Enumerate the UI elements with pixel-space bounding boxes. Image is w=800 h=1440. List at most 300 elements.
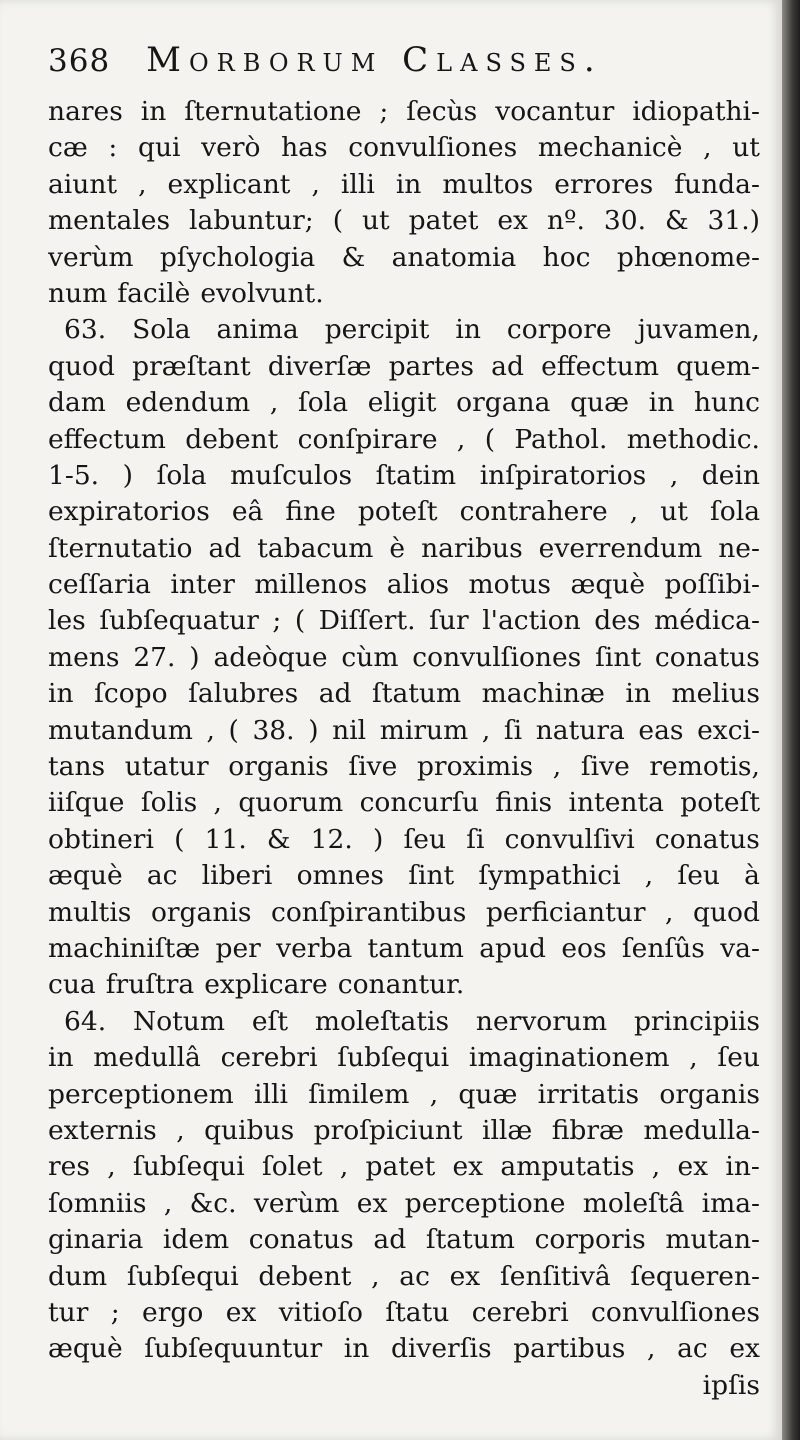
word: ſalubres bbox=[188, 678, 299, 710]
text-line bbox=[48, 860, 760, 896]
word: effectum bbox=[48, 423, 166, 455]
word: ſternutatio bbox=[48, 532, 193, 564]
word: exci- bbox=[697, 714, 760, 746]
word: ſtatim bbox=[375, 459, 457, 491]
word: convulſiones bbox=[412, 641, 582, 673]
word: ſeu bbox=[677, 860, 720, 892]
text-line bbox=[48, 1224, 760, 1260]
word: ſenſitivâ bbox=[499, 1260, 611, 1292]
word: ſubſequi bbox=[132, 1151, 245, 1183]
word: ( bbox=[484, 423, 496, 455]
text-line bbox=[48, 424, 760, 460]
word: anima bbox=[216, 314, 299, 346]
word: ſecùs bbox=[406, 96, 478, 127]
word: ex bbox=[677, 1151, 709, 1183]
word: 1-5. bbox=[48, 459, 100, 491]
word: quem- bbox=[676, 350, 760, 382]
word: ad bbox=[373, 1224, 407, 1256]
word: , bbox=[163, 1187, 173, 1219]
text-line bbox=[48, 1151, 760, 1187]
word: ( bbox=[332, 205, 344, 237]
word: , bbox=[703, 132, 712, 164]
running-head bbox=[48, 40, 760, 96]
word: in bbox=[455, 314, 481, 346]
word: , bbox=[629, 496, 639, 528]
word: dein bbox=[701, 459, 760, 491]
word: explicare bbox=[204, 969, 328, 1001]
word: 64. bbox=[64, 1005, 107, 1037]
word: ſolet bbox=[261, 1151, 323, 1183]
word: moleſtâ bbox=[582, 1187, 685, 1219]
word: anatomia bbox=[391, 241, 517, 273]
text-line bbox=[48, 132, 760, 168]
word: ( bbox=[294, 605, 306, 637]
text-line bbox=[48, 496, 760, 532]
word: conſpirare bbox=[297, 423, 438, 455]
word: , bbox=[552, 751, 562, 783]
text-line bbox=[48, 1333, 760, 1369]
word: perceptionem bbox=[48, 1078, 234, 1110]
word: fruſtra bbox=[105, 969, 195, 1001]
text-line bbox=[48, 715, 760, 751]
word: ſint bbox=[408, 860, 455, 892]
word: conatus bbox=[248, 1224, 354, 1256]
text-line bbox=[48, 169, 760, 205]
word: apud bbox=[479, 932, 547, 964]
word: aiunt bbox=[48, 168, 118, 200]
word: amputatis bbox=[500, 1151, 635, 1183]
word: , bbox=[665, 896, 674, 928]
word: everrendum bbox=[538, 532, 703, 564]
word: eligit bbox=[367, 387, 437, 419]
word: conatus bbox=[654, 641, 760, 673]
word: perceptione bbox=[404, 1187, 566, 1219]
word: in bbox=[625, 678, 651, 710]
word: hoc bbox=[542, 241, 591, 273]
word: convulſiones bbox=[348, 132, 518, 164]
word: , bbox=[371, 1260, 380, 1292]
word: ſequeren- bbox=[630, 1260, 760, 1292]
word: 38. bbox=[252, 714, 295, 746]
word: , bbox=[107, 1151, 116, 1183]
word: ſeu bbox=[717, 1042, 760, 1074]
word: cua bbox=[48, 969, 96, 1001]
word: res bbox=[48, 1151, 90, 1183]
word: remotis, bbox=[649, 751, 760, 783]
word: in bbox=[343, 1333, 370, 1365]
word: Pathol. bbox=[514, 423, 608, 455]
text-line bbox=[48, 242, 760, 278]
word: effectum bbox=[541, 350, 659, 382]
word: ergo bbox=[142, 1296, 204, 1328]
word: diverſæ bbox=[267, 350, 372, 382]
word: convulſivi bbox=[504, 823, 635, 855]
word: in bbox=[140, 96, 167, 127]
word: , bbox=[176, 1114, 185, 1146]
word: cerebri bbox=[471, 1296, 569, 1328]
word: ) bbox=[308, 714, 319, 746]
word: ac bbox=[677, 1333, 708, 1365]
word: Diſſert. bbox=[318, 605, 416, 637]
word: edendum bbox=[125, 387, 251, 419]
word: va- bbox=[720, 932, 760, 964]
text-line bbox=[48, 205, 760, 241]
text-line bbox=[48, 1297, 760, 1333]
word: in- bbox=[725, 1151, 760, 1183]
word: medulla- bbox=[643, 1114, 760, 1146]
catchword-line bbox=[48, 1370, 760, 1406]
word: organis bbox=[228, 751, 329, 783]
text-line bbox=[48, 787, 760, 823]
word: organis bbox=[659, 1078, 760, 1110]
word: quod bbox=[693, 896, 760, 928]
word: nares bbox=[48, 96, 123, 127]
word: les bbox=[48, 605, 86, 637]
text-line bbox=[48, 642, 760, 678]
word: tantum bbox=[367, 932, 464, 964]
word: 31.) bbox=[707, 205, 760, 237]
word: ſympathici bbox=[478, 860, 621, 892]
word: illi bbox=[340, 168, 375, 200]
word: machiniſtæ bbox=[48, 932, 201, 964]
word: , bbox=[647, 1333, 656, 1365]
word: médica- bbox=[654, 605, 760, 637]
word: quæ bbox=[570, 387, 630, 419]
word: evolvunt. bbox=[200, 277, 324, 309]
word: ) bbox=[122, 459, 133, 491]
word: conſpirantibus bbox=[271, 896, 467, 928]
word: æquè bbox=[48, 860, 123, 892]
word: diverſis bbox=[390, 1333, 492, 1365]
word: eâ bbox=[231, 496, 264, 528]
word: æquè bbox=[48, 1333, 123, 1365]
text-line bbox=[48, 460, 760, 496]
catchword: ipſis bbox=[702, 1369, 760, 1401]
word: ſola bbox=[709, 496, 760, 528]
word: ex bbox=[452, 1151, 484, 1183]
word: mirum bbox=[379, 714, 469, 746]
word: idem bbox=[162, 1224, 230, 1256]
word: : bbox=[108, 132, 118, 164]
word: & bbox=[341, 241, 366, 273]
word: ſternutatione bbox=[184, 96, 362, 127]
word: cerebri bbox=[220, 1042, 318, 1074]
word: fibræ bbox=[551, 1114, 624, 1146]
word: Sola bbox=[132, 314, 191, 346]
word: poteſt bbox=[357, 496, 438, 528]
word: patet bbox=[408, 205, 479, 237]
word: per bbox=[215, 932, 261, 964]
word: labuntur; bbox=[189, 205, 314, 237]
text-line bbox=[48, 605, 760, 641]
word: ſola bbox=[156, 459, 207, 491]
word: pſychologia bbox=[159, 241, 316, 273]
word: mechanicè bbox=[537, 132, 683, 164]
word: juvamen, bbox=[637, 314, 760, 346]
word: quibus bbox=[204, 1114, 295, 1146]
word: ſcopo bbox=[94, 678, 168, 710]
word: multos bbox=[442, 168, 534, 200]
word: ut bbox=[732, 132, 760, 164]
word: methodic. bbox=[626, 423, 760, 455]
word: l'action bbox=[482, 605, 581, 637]
word: facilè bbox=[117, 277, 191, 309]
word: mutan- bbox=[665, 1224, 760, 1256]
word: concurſu bbox=[359, 787, 479, 819]
word: corpore bbox=[506, 314, 612, 346]
text-line bbox=[48, 569, 760, 605]
text-line bbox=[48, 751, 760, 787]
word: irritatis bbox=[537, 1078, 640, 1110]
word: motus bbox=[468, 569, 551, 601]
word: ) bbox=[372, 823, 384, 855]
word: illi bbox=[254, 1078, 288, 1110]
word: medullâ bbox=[93, 1042, 201, 1074]
word: debent bbox=[258, 1260, 352, 1292]
word: ex bbox=[497, 205, 528, 237]
word: , bbox=[138, 168, 147, 200]
word: ) bbox=[189, 641, 200, 673]
word: imaginationem bbox=[468, 1042, 670, 1074]
body-text bbox=[48, 96, 760, 1370]
word: , bbox=[206, 714, 215, 746]
word: conatus bbox=[654, 823, 760, 855]
word: ex bbox=[449, 1260, 481, 1292]
word: vocantur bbox=[495, 96, 615, 127]
word: ut bbox=[361, 205, 390, 237]
word: ſeu bbox=[403, 823, 447, 855]
word: ſi bbox=[503, 714, 523, 746]
word: ceſſaria bbox=[48, 569, 151, 601]
word: alios bbox=[386, 569, 450, 601]
word: ex bbox=[225, 1296, 257, 1328]
word: percipit bbox=[324, 314, 430, 346]
word: mentales bbox=[48, 205, 171, 237]
text-line bbox=[48, 314, 760, 350]
word: poteſt bbox=[680, 787, 760, 819]
word: principiis bbox=[633, 1005, 760, 1037]
word: 27. bbox=[133, 641, 176, 673]
word: ſive bbox=[580, 751, 630, 783]
word: , bbox=[269, 387, 279, 419]
text-line bbox=[48, 1115, 760, 1151]
word: ſolis bbox=[140, 787, 198, 819]
word: millenos bbox=[254, 569, 368, 601]
text-line bbox=[48, 678, 760, 714]
word: verba bbox=[276, 932, 353, 964]
text-line bbox=[48, 969, 760, 1005]
word: nil bbox=[332, 714, 367, 746]
word: in bbox=[48, 678, 74, 710]
word: ginaria bbox=[48, 1224, 144, 1256]
word: phœnome- bbox=[616, 241, 760, 273]
word: organa bbox=[456, 387, 551, 419]
word: cùm bbox=[341, 641, 399, 673]
word: ſtatum bbox=[425, 1224, 515, 1256]
page-number: 368 bbox=[48, 43, 111, 79]
book-binding bbox=[782, 0, 800, 1440]
word: ſtatum bbox=[371, 678, 462, 710]
text-line bbox=[48, 351, 760, 387]
word: intenta bbox=[568, 787, 664, 819]
text-block bbox=[48, 40, 760, 1406]
word: à bbox=[744, 860, 760, 892]
word: moleſtatis bbox=[314, 1005, 450, 1037]
word: præſtant bbox=[132, 350, 251, 382]
word: tans bbox=[48, 751, 106, 783]
word: tabacum bbox=[257, 532, 374, 564]
word: hunc bbox=[693, 387, 760, 419]
word: ſubſequi bbox=[337, 1042, 450, 1074]
text-line bbox=[48, 824, 760, 860]
word: expiratorios bbox=[48, 496, 210, 528]
word: ac bbox=[399, 1260, 430, 1292]
word: ( bbox=[174, 823, 185, 855]
word: corporis bbox=[534, 1224, 646, 1256]
word: iiſque bbox=[48, 787, 125, 819]
word: funda- bbox=[674, 168, 760, 200]
text-line bbox=[48, 1261, 760, 1297]
word: utatur bbox=[124, 751, 209, 783]
word: ad bbox=[491, 350, 524, 382]
word: inter bbox=[170, 569, 235, 601]
word: è bbox=[389, 532, 406, 564]
word: ſi bbox=[466, 823, 485, 855]
word: fine bbox=[285, 496, 336, 528]
word: ad bbox=[318, 678, 352, 710]
word: in bbox=[395, 168, 422, 200]
word: ſur bbox=[429, 605, 469, 637]
word: , bbox=[651, 1151, 661, 1183]
word: patet bbox=[365, 1151, 436, 1183]
word: ut bbox=[660, 496, 688, 528]
word: naribus bbox=[421, 532, 523, 564]
word: ex bbox=[356, 1187, 388, 1219]
text-line bbox=[48, 278, 760, 314]
word: explicant bbox=[167, 168, 291, 200]
word: ; bbox=[110, 1296, 120, 1328]
word: ſomniis bbox=[48, 1187, 147, 1219]
text-line bbox=[48, 1042, 760, 1078]
word: ex bbox=[729, 1333, 760, 1365]
word: debent bbox=[185, 423, 279, 455]
word: liberi bbox=[201, 860, 273, 892]
word: obtineri bbox=[48, 823, 154, 855]
text-line bbox=[48, 1188, 760, 1224]
word: proximis bbox=[416, 751, 534, 783]
text-line bbox=[48, 1006, 760, 1042]
word: , bbox=[669, 459, 679, 491]
word: idiopathi- bbox=[632, 96, 760, 127]
word: dum bbox=[48, 1260, 108, 1292]
word: natura bbox=[535, 714, 625, 746]
word: ne- bbox=[718, 532, 760, 564]
word: dam bbox=[48, 387, 106, 419]
word: quæ bbox=[458, 1078, 518, 1110]
word: vitioſo bbox=[278, 1296, 363, 1328]
word: ( bbox=[228, 714, 239, 746]
word: proſpiciunt bbox=[313, 1114, 463, 1146]
text-line bbox=[48, 533, 760, 569]
text-line bbox=[48, 96, 760, 132]
word: in bbox=[648, 387, 675, 419]
word: multis bbox=[48, 896, 132, 928]
word: verùm bbox=[253, 1187, 340, 1219]
word: ac bbox=[146, 860, 178, 892]
word: ſubſequuntur bbox=[144, 1333, 323, 1365]
word: partibus bbox=[513, 1333, 626, 1365]
text-line bbox=[48, 897, 760, 933]
word: ſint bbox=[595, 641, 642, 673]
word: 11. bbox=[204, 823, 247, 855]
word: ſubſequatur bbox=[99, 605, 259, 637]
word: tur bbox=[48, 1296, 89, 1328]
word: æquè bbox=[570, 569, 646, 601]
word: ſimilem bbox=[308, 1078, 410, 1110]
word: conantur. bbox=[337, 969, 465, 1001]
word: finis bbox=[495, 787, 553, 819]
word: quorum bbox=[238, 787, 344, 819]
word: mutandum bbox=[48, 714, 193, 746]
word: 63. bbox=[64, 314, 107, 346]
word: inſpiratorios bbox=[479, 459, 647, 491]
word: ſive bbox=[348, 751, 398, 783]
word: melius bbox=[671, 678, 760, 710]
text-line bbox=[48, 387, 760, 423]
word: eas bbox=[638, 714, 684, 746]
word: organis bbox=[150, 896, 252, 928]
word: muſculos bbox=[230, 459, 353, 491]
word: in bbox=[48, 1042, 74, 1074]
word: ad bbox=[208, 532, 242, 564]
word: Notum bbox=[133, 1005, 225, 1037]
word: ima- bbox=[701, 1187, 760, 1219]
word: 30. bbox=[603, 205, 647, 237]
word: omnes bbox=[296, 860, 385, 892]
word: poſſibi- bbox=[664, 569, 760, 601]
word: verò bbox=[201, 132, 261, 164]
word: contrahere bbox=[459, 496, 608, 528]
word: , bbox=[311, 168, 320, 200]
word: & bbox=[664, 205, 689, 237]
word: , bbox=[481, 714, 491, 746]
running-title: Morborum Classes. bbox=[146, 40, 603, 80]
word: ; bbox=[379, 96, 389, 127]
word: errores bbox=[554, 168, 654, 200]
word: has bbox=[281, 132, 328, 164]
word: convulſiones bbox=[591, 1296, 760, 1328]
word: nervorum bbox=[475, 1005, 608, 1037]
word: , bbox=[213, 787, 222, 819]
word: machinæ bbox=[481, 678, 605, 710]
word: perficiantur bbox=[485, 896, 646, 928]
word: , bbox=[429, 1078, 439, 1110]
word: 12. bbox=[310, 823, 353, 855]
word: eos bbox=[561, 932, 607, 964]
word: adeòque bbox=[213, 641, 328, 673]
word: nº. bbox=[546, 205, 585, 237]
word: eſt bbox=[251, 1005, 288, 1037]
text-line bbox=[48, 933, 760, 969]
word: , bbox=[689, 1042, 698, 1074]
word: partes bbox=[388, 350, 474, 382]
word: ; bbox=[272, 605, 282, 637]
word: num bbox=[48, 277, 108, 309]
word: verùm bbox=[48, 241, 134, 273]
word: ſenſûs bbox=[621, 932, 705, 964]
word: , bbox=[644, 860, 654, 892]
word: mens bbox=[48, 641, 120, 673]
